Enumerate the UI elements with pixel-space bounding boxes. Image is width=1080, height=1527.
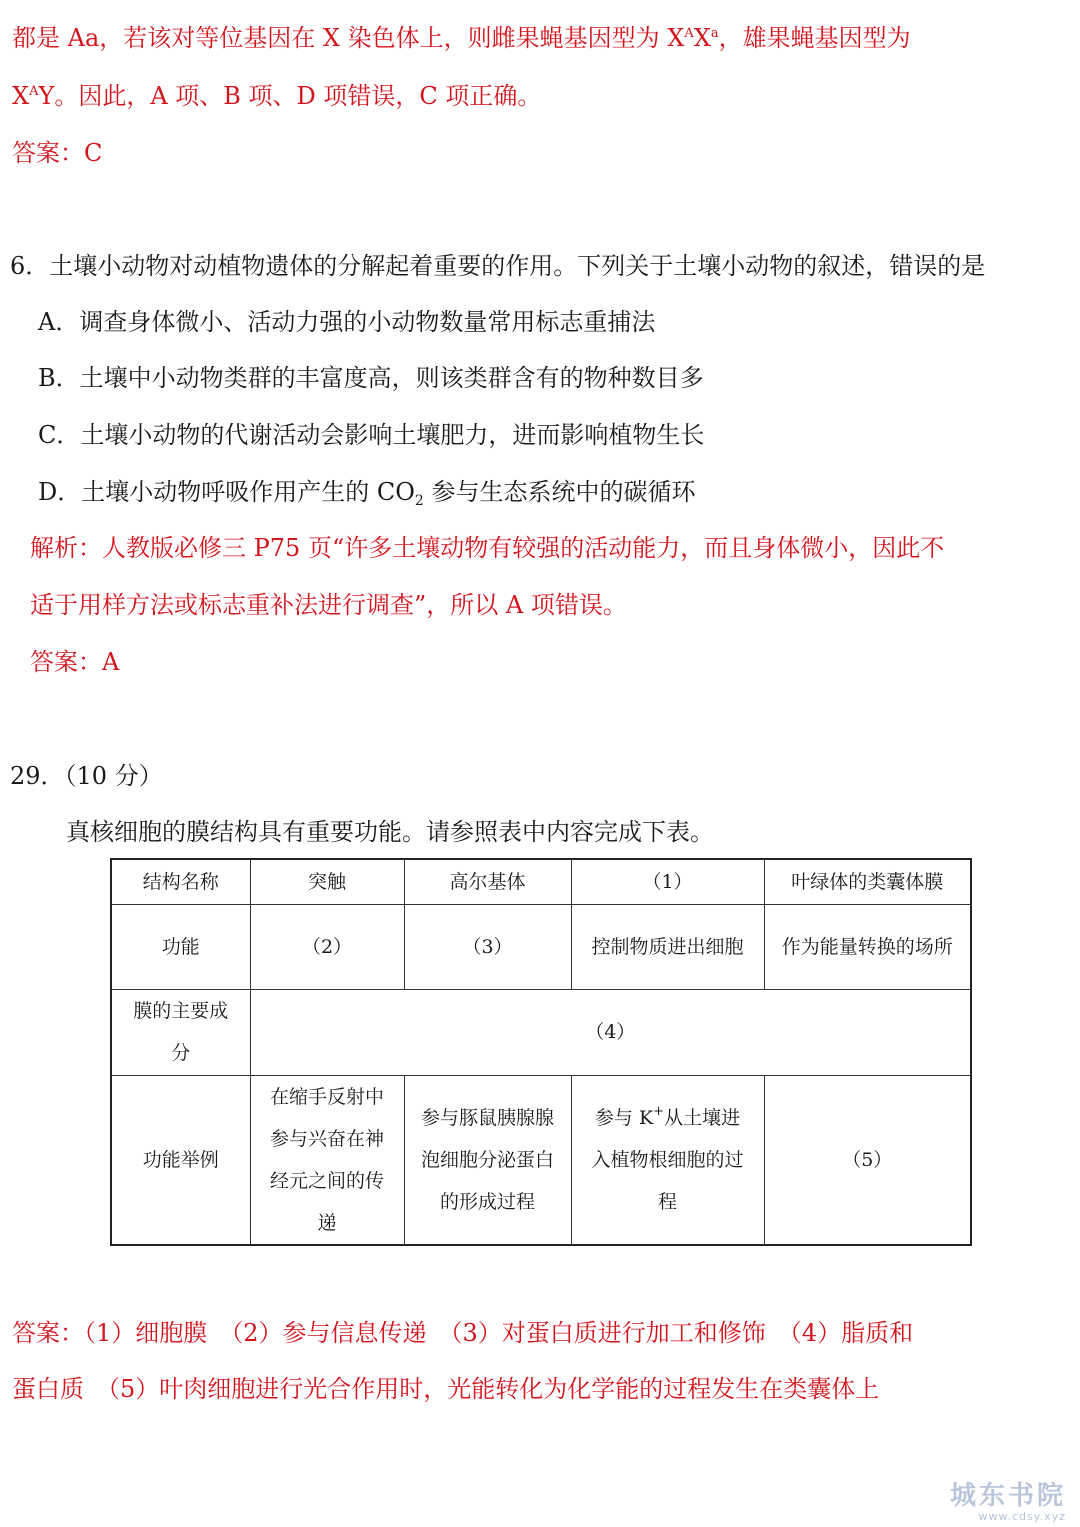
cell-text: 从土壤进入植物根细胞的过程: [591, 1106, 744, 1213]
table-cell: [571, 1075, 764, 1245]
table-cell: 在缩手反射中参与兴奋在神经元之间的传递: [250, 1075, 404, 1245]
q5-text: Y。因此，A 项、B 项、D 项错误，C 项正确。: [38, 82, 542, 110]
q6-analysis-line-2: 适于用样方法或标志重补法进行调查”，所以 A 项错误。: [30, 591, 627, 619]
q29-answer-line-1: 答案：（1）细胞膜 （2）参与信息传递 （3）对蛋白质进行加工和修饰 （4）脂质和: [12, 1319, 914, 1347]
table-row-examples: [111, 1075, 971, 1245]
watermark-name: 城东书院: [949, 1481, 1066, 1511]
q5-text: X: [12, 82, 30, 110]
q5-analysis-line-1: [12, 22, 911, 54]
watermark-url: www.cdsy.xyz: [978, 1510, 1066, 1523]
table-cell: 高尔基体: [404, 859, 571, 904]
table-cell: （1）: [571, 859, 764, 904]
q29-answer-line-2: 蛋白质 （5）叶肉细胞进行光合作用时，光能转化为化学能的过程发生在类囊体上: [12, 1375, 880, 1403]
superscript: +: [653, 1103, 665, 1119]
table-cell: 参与豚鼠胰腺腺泡细胞分泌蛋白的形成过程: [404, 1075, 571, 1245]
q5-text: ，雄果蝇基因型为: [718, 24, 911, 52]
table-cell: 功能举例: [111, 1075, 250, 1245]
table-row-header: [111, 859, 971, 904]
cell-text: 参与 K: [594, 1106, 654, 1129]
table-cell: （3）: [404, 904, 571, 989]
q29-heading: 29．（10 分）: [10, 762, 163, 790]
watermark: [950, 1481, 1066, 1523]
table-row-components: [111, 989, 971, 1075]
table-cell: 作为能量转换的场所: [764, 904, 971, 989]
q6-option-d: [38, 476, 695, 508]
q6-option-d-text: 参与生态系统中的碳循环: [423, 478, 696, 506]
table-cell: 膜的主要成分: [111, 989, 250, 1075]
table-cell: （2）: [250, 904, 404, 989]
membrane-structure-table: [110, 858, 972, 1246]
superscript: A: [29, 84, 39, 99]
q6-option-b: B．土壤中小动物类群的丰富度高，则该类群含有的物种数目多: [38, 364, 704, 392]
q29-intro: 真核细胞的膜结构具有重要功能。请参照表中内容完成下表。: [66, 818, 714, 846]
q6-option-c: C．土壤小动物的代谢活动会影响土壤肥力，进而影响植物生长: [38, 421, 705, 449]
q5-answer: 答案：C: [12, 139, 103, 167]
q5-text: 都是 Aa，若该对等位基因在 X 染色体上，则雌果蝇基因型为 X: [12, 24, 685, 52]
q6-stem: 6．土壤小动物对动植物遗体的分解起着重要的作用。下列关于土壤小动物的叙述，错误的是: [10, 252, 986, 280]
superscript: A: [684, 26, 694, 41]
q6-answer: 答案：A: [30, 648, 120, 676]
table-cell: 叶绿体的类囊体膜: [764, 859, 971, 904]
superscript: a: [710, 26, 719, 41]
table-cell: （5）: [764, 1075, 971, 1245]
table-cell: 突触: [250, 859, 404, 904]
table-cell: 功能: [111, 904, 250, 989]
subscript: 2: [414, 493, 424, 509]
q6-analysis-line-1: 解析：人教版必修三 P75 页“许多土壤动物有较强的活动能力，而且身体微小，因此不: [30, 534, 945, 562]
q6-option-a: A．调查身体微小、活动力强的小动物数量常用标志重捕法: [38, 308, 656, 336]
q5-text: X: [693, 24, 711, 52]
table-cell: （4）: [250, 989, 971, 1075]
table-cell: 控制物质进出细胞: [571, 904, 764, 989]
table-cell: 结构名称: [111, 859, 250, 904]
q6-option-d-text: D．土壤小动物呼吸作用产生的 CO: [38, 478, 415, 506]
q5-analysis-line-2: [12, 80, 541, 112]
table-row-function: [111, 904, 971, 989]
